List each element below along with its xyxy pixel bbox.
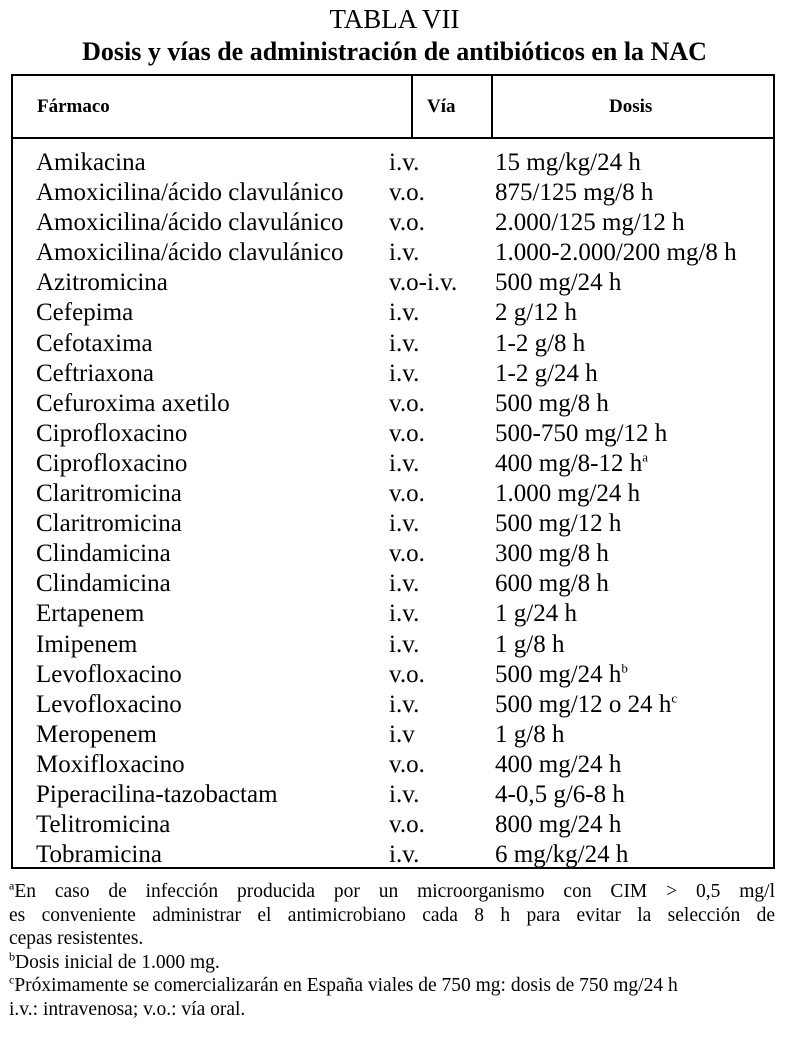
header-dose: Dosis [609,96,653,117]
drug-cell: Azitromicina [36,269,168,297]
footnote-c-text: Próximamente se comercializarán en España viales de 750 mg: dosis de 750 mg/24 h [14,975,678,996]
dose-value: 875/125 mg/8 h [495,179,654,207]
drug-cell: Claritromicina [36,510,182,538]
dose-value: 500 mg/8 h [495,389,609,417]
dose-cell [495,329,585,359]
dose-cell [495,178,653,208]
footnote-a-line1: En caso de infección producida por un microorganismo con CIM > 0,5 mg/l [14,881,775,902]
drug-cell: Cefotaxima [36,329,153,357]
dose-value: 1-2 g/24 h [495,359,598,387]
route-cell: i.v. [389,510,420,538]
dose-value: 400 mg/24 h [495,750,622,778]
dose-value: 800 mg/24 h [495,811,622,839]
dose-cell [495,298,577,328]
footnote-a-line2: es conveniente administrar el antimicrobiano cada 8 h para evitar la selección de [9,904,775,926]
table-row [13,630,773,660]
table-row [13,840,773,870]
abbreviations-text: i.v.: intravenosa; v.o.: vía oral. [9,998,246,1020]
dose-cell [495,840,628,870]
table-row [13,178,773,208]
table-row [13,359,773,389]
route-cell: i.v. [389,329,420,357]
drug-cell: Ciprofloxacino [36,449,188,477]
dose-cell [495,359,598,389]
table-row [13,599,773,629]
table-row [13,810,773,840]
dosage-table [11,74,775,869]
footnote-reference: c [671,690,678,706]
dose-value: 1-2 g/8 h [495,329,586,357]
footnote-a-cont [9,904,775,928]
drug-cell: Ceftriaxona [36,359,155,387]
dose-value: 600 mg/8 h [495,570,609,598]
drug-cell: Piperacilina-tazobactam [36,780,278,808]
table-row [13,148,773,178]
dose-value: 2 g/12 h [495,299,577,327]
footnote-a-end [9,927,775,951]
table-number: TABLA VII [329,4,460,34]
dose-cell [495,599,577,629]
dose-cell [495,810,621,840]
drug-cell: Meropenem [36,720,157,748]
dose-value: 2.000/125 mg/12 h [495,209,685,237]
table-row [13,268,773,298]
footnotes [9,880,775,1021]
footnote-reference: b [621,660,628,676]
dose-cell [495,630,564,660]
route-cell: v.o. [389,389,425,417]
drug-cell: Amikacina [36,149,146,176]
table-row [13,238,773,268]
route-cell: i.v. [389,600,420,628]
dose-value: 500 mg/12 o 24 h [495,690,672,718]
table-row [13,690,773,720]
route-cell: i.v [389,720,415,748]
header-route: Vía [427,96,456,117]
route-cell: v.o. [389,750,425,778]
dose-value: 1.000 mg/24 h [495,480,641,508]
drug-cell: Clindamicina [36,540,171,568]
route-cell: v.o. [389,419,425,447]
dose-value: 300 mg/8 h [495,540,609,568]
dose-cell [495,449,648,479]
table-row [13,208,773,238]
route-cell: i.v. [389,690,420,718]
dose-cell [495,750,621,780]
footnote-reference: a [642,449,648,465]
drug-cell: Tobramicina [36,841,162,869]
dose-value: 500 mg/12 h [495,510,622,538]
dose-value: 1 g/8 h [495,720,565,748]
table-title: Dosis y vías de administración de antibióticos en la NAC [82,37,707,66]
dose-cell [495,268,621,298]
dose-cell [495,690,677,720]
abbreviations-note [9,998,775,1022]
dose-cell [495,539,609,569]
table-row [13,750,773,780]
drug-cell: Ertapenem [36,600,145,628]
drug-cell: Cefuroxima axetilo [36,389,230,417]
route-cell: i.v. [389,149,420,176]
table-row [13,329,773,359]
footnote-b [9,951,775,975]
table-row [13,539,773,569]
drug-cell: Telitromicina [36,811,171,839]
drug-cell: Amoxicilina/ácido clavulánico [36,179,344,207]
dose-cell [495,389,609,419]
table-row [13,780,773,810]
drug-cell: Claritromicina [36,480,182,508]
dose-value: 500-750 mg/12 h [495,419,668,447]
table-row [13,720,773,750]
route-cell: i.v. [389,449,420,477]
footnote-b-mark: b [9,949,15,963]
route-cell: i.v. [389,299,420,327]
drug-cell: Amoxicilina/ácido clavulánico [36,209,344,237]
column-divider [491,76,493,137]
footnote-b-text: Dosis inicial de 1.000 mg. [15,951,220,973]
dose-value: 400 mg/8-12 h [495,449,643,477]
route-cell: i.v. [389,841,420,869]
drug-cell: Clindamicina [36,570,171,598]
drug-cell: Moxifloxacino [36,750,185,778]
footnote-a [9,880,775,904]
route-cell: v.o-i.v. [389,269,458,297]
drug-cell: Levofloxacino [36,660,182,688]
dose-cell [495,208,685,238]
dose-value: 15 mg/kg/24 h [495,149,641,176]
footnote-a-line3: cepas resistentes. [9,928,144,949]
dose-cell [495,148,641,178]
table-row [13,389,773,419]
header-drug: Fármaco [37,96,110,117]
table-row [13,479,773,509]
route-cell: v.o. [389,480,425,508]
dose-cell [495,660,628,690]
route-cell: i.v. [389,630,420,658]
drug-cell: Cefepima [36,299,134,327]
footnote-c [9,974,775,998]
route-cell: i.v. [389,570,420,598]
dose-cell [495,509,621,539]
drug-cell: Levofloxacino [36,690,182,718]
table-row [13,509,773,539]
dose-value: 500 mg/24 h [495,660,622,688]
dose-value: 1 g/8 h [495,630,565,658]
dose-cell [495,720,564,750]
table-row [13,569,773,599]
table-body [13,148,773,870]
dose-cell [495,479,640,509]
route-cell: i.v. [389,359,420,387]
route-cell: v.o. [389,179,425,207]
table-row [13,449,773,479]
drug-cell: Amoxicilina/ácido clavulánico [36,239,344,267]
dose-cell [495,780,625,810]
footnote-c-mark: c [9,972,15,987]
drug-cell: Imipenem [36,630,138,658]
table-row [13,660,773,690]
route-cell: v.o. [389,209,425,237]
dose-cell [495,419,667,449]
table-row [13,419,773,449]
dose-value: 1.000-2.000/200 mg/8 h [495,239,737,267]
table-header [13,76,773,139]
route-cell: v.o. [389,660,425,688]
table-row [13,298,773,328]
dose-value: 1 g/24 h [495,600,577,628]
route-cell: v.o. [389,811,425,839]
dose-cell [495,238,737,268]
route-cell: v.o. [389,540,425,568]
column-divider [411,76,413,137]
footnote-a-mark: a [9,878,15,893]
dose-value: 4-0,5 g/6-8 h [495,780,625,808]
dose-value: 6 mg/kg/24 h [495,841,629,869]
route-cell: i.v. [389,239,420,267]
route-cell: i.v. [389,780,420,808]
drug-cell: Ciprofloxacino [36,419,188,447]
dose-cell [495,569,609,599]
dose-value: 500 mg/24 h [495,269,622,297]
